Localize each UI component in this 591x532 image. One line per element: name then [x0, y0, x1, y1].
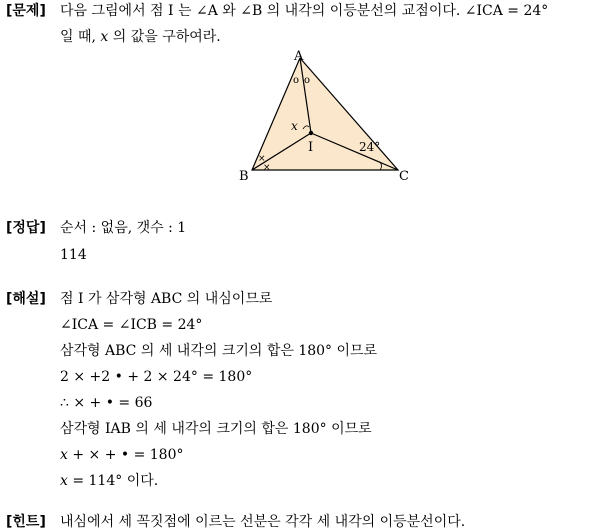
- solution-tag: [해설]: [6, 291, 46, 307]
- solution-line-6: 삼각형 IAB 의 세 내각의 크기의 합은 180° 이므로: [60, 421, 372, 437]
- mark-b-upper: ×: [258, 154, 266, 164]
- hint-tag: [힌트]: [6, 514, 46, 530]
- mark-a-left: o: [293, 75, 300, 86]
- solution-line-1: 점 I 가 삼각형 ABC 의 내심이므로: [60, 291, 273, 307]
- hint-text-line-1: 내심에서 세 꼭짓점에 이르는 선분은 각각 세 내각의 이등분선이다.: [60, 514, 466, 530]
- answer-tag: [정답]: [6, 220, 46, 236]
- problem-tag: [문제]: [6, 3, 46, 19]
- label-c: C: [399, 169, 409, 184]
- problem-text-line-2: 일 때, 𝑥 의 값을 구하여라.: [60, 29, 221, 45]
- solution-line-3: 삼각형 ABC 의 세 내각의 크기의 합은 180° 이므로: [60, 343, 378, 359]
- label-b: B: [239, 169, 249, 184]
- problem-text-line-1: 다음 그림에서 점 I 는 ∠A 와 ∠B 의 내각의 이등분선의 교점이다. ∠ICA = 24°: [60, 3, 549, 19]
- solution-line-2: ∠ICA = ∠ICB = 24°: [60, 317, 203, 333]
- answer-text-line-1: 순서 : 없음, 갯수 : 1: [60, 220, 187, 236]
- answer-text-line-2: 114: [60, 247, 87, 263]
- solution-line-8: 𝑥 = 114° 이다.: [60, 473, 159, 489]
- label-angle-c: 24°: [359, 140, 381, 154]
- mark-b-lower: ×: [263, 163, 271, 173]
- label-i: I: [308, 140, 314, 155]
- triangle-figure: [230, 48, 430, 188]
- label-x: x: [291, 119, 298, 133]
- mark-a-right: o: [304, 75, 311, 86]
- solution-line-7: 𝑥 + × + • = 180°: [60, 447, 184, 463]
- solution-line-5: ∴ × + • = 66: [60, 395, 153, 411]
- solution-line-4: 2 × +2 • + 2 × 24° = 180°: [60, 369, 253, 385]
- label-a: A: [294, 49, 304, 64]
- point-i: [309, 131, 313, 135]
